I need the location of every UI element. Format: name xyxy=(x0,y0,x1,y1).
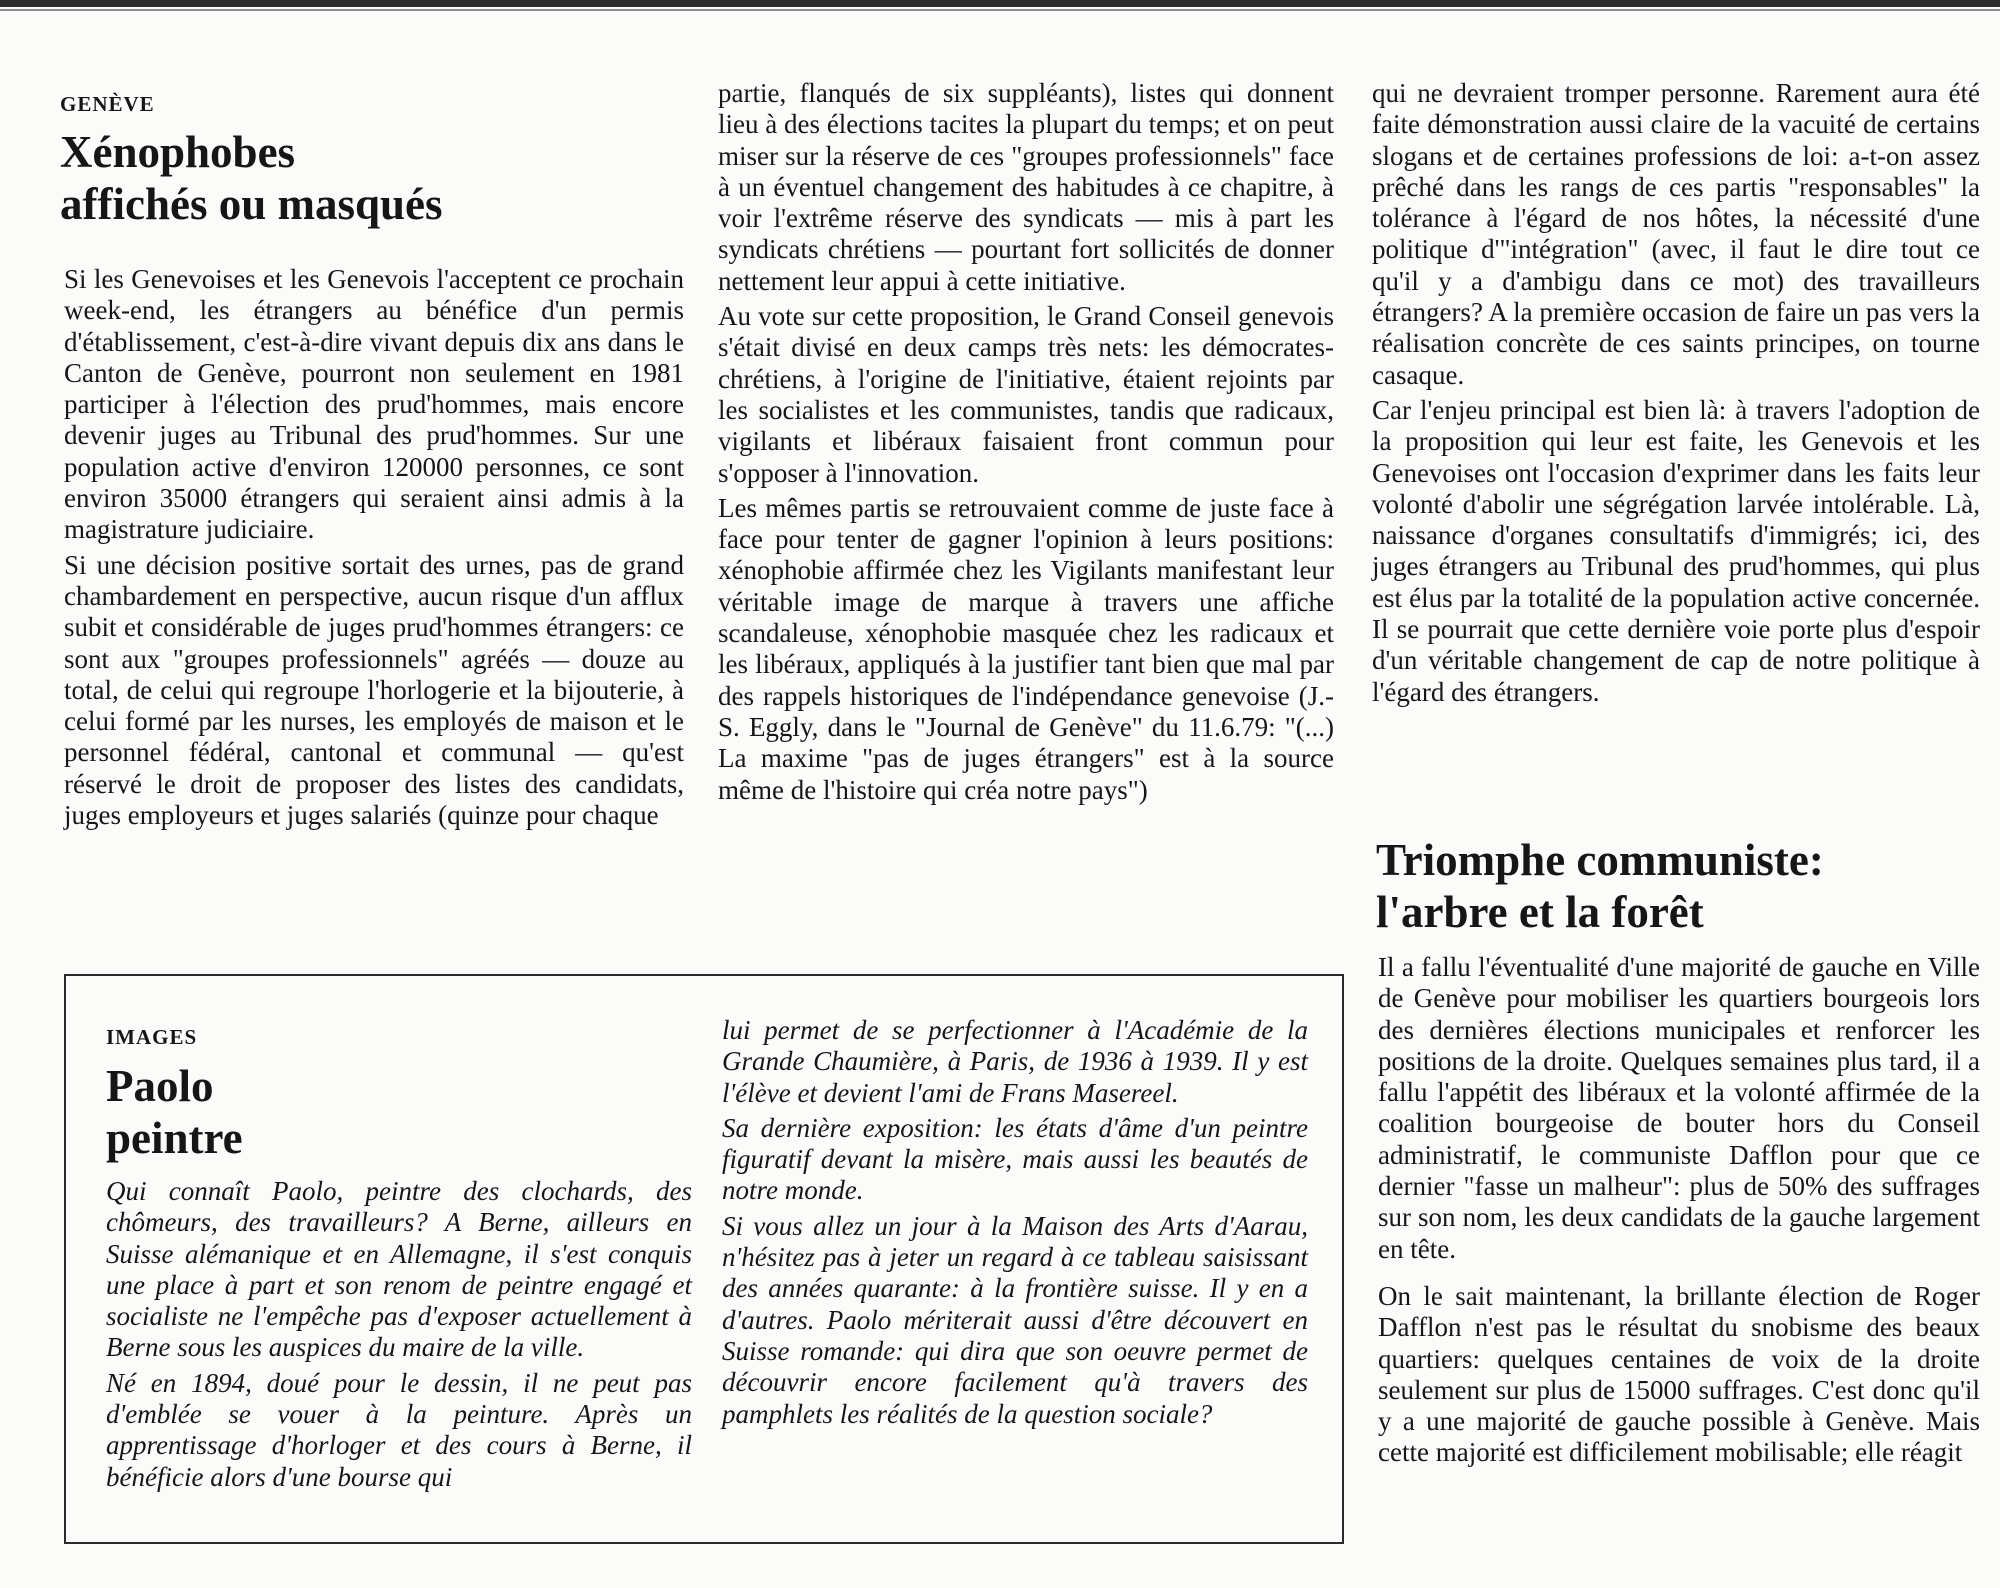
top-rule-thin xyxy=(0,9,2000,11)
article1-rubric: GENÈVE xyxy=(60,92,155,116)
article1-col1-paragraph: Si une décision positive sortait des urnes, pas de grand chambardement en perspective, aucun risque d'un afflux subit et considérable de juges prud'hommes étrangers: ce sont aux "groupes professionnels" agréés — douze au total, de celui qui regroupe l'horlogerie et la bijouterie, à celui formé par les nurses, les employés de maison et le personnel fédéral, cantonal et communal — qu'est réservé le droit de proposer des listes des candidats, juges employeurs et juges salariés (quinze pour chaque xyxy=(64,549,684,831)
article1-column-3 xyxy=(1372,78,1980,708)
article2-paragraph: Il a fallu l'éventualité d'une majorité de gauche en Ville de Genève pour mobiliser les quartiers bourgeois lors des dernières élections municipales et renforcer les positions de la droite. Quelques semaines plus tard, il a fallu l'appétit des libéraux et la volonté affirmée de la coalition bourgeoise de bouter hors du Conseil administratif, le communiste Dafflon pour que ce dernier "fasse un malheur": plus de 50% des suffrages sur son nom, les deux candidats de la gauche largement en tête. xyxy=(1378,952,1980,1264)
box-title-line1: Paolo xyxy=(106,1061,214,1111)
article1-column-1 xyxy=(64,264,684,831)
article1-col1-paragraph: Si les Genevoises et les Genevois l'acceptent ce prochain week-end, les étrangers au bénéfice d'un permis d'établissement, c'est-à-dire vivant depuis dix ans dans le Canton de Genève, pourront non seulement en 1981 participer à l'élection des prud'hommes, mais encore devenir juges au Tribunal des prud'hommes. Sur une population active d'environ 120000 personnes, ce sont environ 35000 étrangers qui seraient ainsi admis à la magistrature judiciaire. xyxy=(64,264,684,545)
article2-title xyxy=(1376,834,1980,938)
box-title xyxy=(106,1060,506,1164)
article2-title-line2: l'arbre et la forêt xyxy=(1376,887,1704,937)
box-column-1 xyxy=(106,1176,692,1493)
box-column-2 xyxy=(722,1015,1308,1430)
article1-col2-paragraph: Au vote sur cette proposition, le Grand Conseil genevois s'était divisé en deux camps très nets: les démocrates-chrétiens, à l'origine de l'initiative, étaient rejoints par les socialistes et les communistes, tandis que radicaux, vigilants et libéraux faisaient front commun pour s'opposer à l'innovation. xyxy=(718,301,1334,488)
box-col1-paragraph: Qui connaît Paolo, peintre des clochards, des chômeurs, des travailleurs? A Berne, ailleurs en Suisse alémanique et en Allemagne, il s'est conquis une place à part et son renom de peintre engagé et socialiste ne l'empêche pas d'exposer actuellement à Berne sous les auspices du maire de la ville. xyxy=(106,1176,692,1363)
article1-title xyxy=(60,126,620,230)
box-col2-paragraph: Si vous allez un jour à la Maison des Arts d'Aarau, n'hésitez pas à jeter un regard à ce tableau saisissant des années quarante: à la frontière suisse. Il y en a d'autres. Paolo mériterait aussi d'être découvert en Suisse romande: qui dira que son oeuvre permet de découvrir encore facilement qu'à travers des pamphlets les réalités de la question sociale? xyxy=(722,1210,1308,1429)
box-col2-paragraph: Sa dernière exposition: les états d'âme d'un peintre figuratif devant la misère, mais aussi les beautés de notre monde. xyxy=(722,1112,1308,1206)
article2-body xyxy=(1378,952,1980,1469)
article1-col3-paragraph: qui ne devraient tromper personne. Rarement aura été faite démonstration aussi claire de la vacuité de certains slogans et de certaines professions de loi: a-t-on assez prêché dans les rangs de ces partis "responsables" la tolérance à l'égard de nos hôtes, la nécessité d'une politique d'"intégration" (avec, il faut le dire tout ce qu'il y a d'ambigu dans ce mot) des travailleurs étrangers? A la première occasion de faire un pas vers la réalisation concrète de ces saints principes, on tourne casaque. xyxy=(1372,78,1980,390)
top-rule xyxy=(0,0,2000,7)
article1-column-2 xyxy=(718,78,1334,806)
article1-col2-paragraph: partie, flanqués de six suppléants), listes qui donnent lieu à des élections tacites la plupart du temps; et on peut miser sur la réserve de ces "groupes professionnels" face à un éventuel changement des habitudes à ce chapitre, à voir l'extrême réserve des syndicats — mis à part les syndicats chrétiens — pourtant fort sollicités de donner nettement leur appui à cette initiative. xyxy=(718,78,1334,296)
article2-paragraph: On le sait maintenant, la brillante élection de Roger Dafflon n'est pas le résultat du snobisme des beaux quartiers: quelques centaines de voix de la droite seulement sur plus de 15000 suffrages. C'est donc qu'il y a une majorité de gauche possible à Genève. Mais cette majorité est difficilement mobilisable; elle réagit xyxy=(1378,1280,1980,1468)
box-col2-paragraph: lui permet de se perfectionner à l'Académie de la Grande Chaumière, à Paris, de 1936 à 1939. Il y est l'élève et devient l'ami de Frans Masereel. xyxy=(722,1015,1308,1108)
article1-title-line1: Xénophobes xyxy=(60,127,296,177)
box-col1-paragraph: Né en 1894, doué pour le dessin, il ne peut pas d'emblée se vouer à la peinture. Après un apprentissage d'horloger et des cours à Berne, il bénéficie alors d'une bourse qui xyxy=(106,1367,692,1492)
article1-col2-paragraph: Les mêmes partis se retrouvaient comme de juste face à face pour tenter de gagner l'opinion à leurs positions: xénophobie affirmée chez les Vigilants manifestant leur véritable image de marque à travers une affiche scandaleuse, xénophobie masquée chez les radicaux et les libéraux, appliqués à la justifier tant bien que mal par des rappels historiques de l'indépendance genevoise (J.-S. Eggly, dans le "Journal de Genève" du 11.6.79: "(...) La maxime "pas de juges étrangers" est à la source même de l'histoire qui créa notre pays") xyxy=(718,492,1334,805)
box-title-line2: peintre xyxy=(106,1113,243,1163)
article2-title-line1: Triomphe communiste: xyxy=(1376,835,1824,885)
article1-title-line2: affichés ou masqués xyxy=(60,179,443,229)
article1-col3-paragraph: Car l'enjeu principal est bien là: à travers l'adoption de la proposition qui leur est faite, les Genevois et les Genevoises ont l'occasion d'exprimer dans les faits leur volonté d'abolir une ségrégation larvée intolérable. Là, naissance d'organes consultatifs d'immigrés; ici, des juges étrangers au Tribunal des prud'hommes, qui plus est élus par la totalité de la population active concernée. Il se pourrait que cette dernière voie porte plus d'espoir d'un véritable changement de cap de notre politique à l'égard des étrangers. xyxy=(1372,394,1980,707)
box-rubric: IMAGES xyxy=(106,1025,198,1049)
